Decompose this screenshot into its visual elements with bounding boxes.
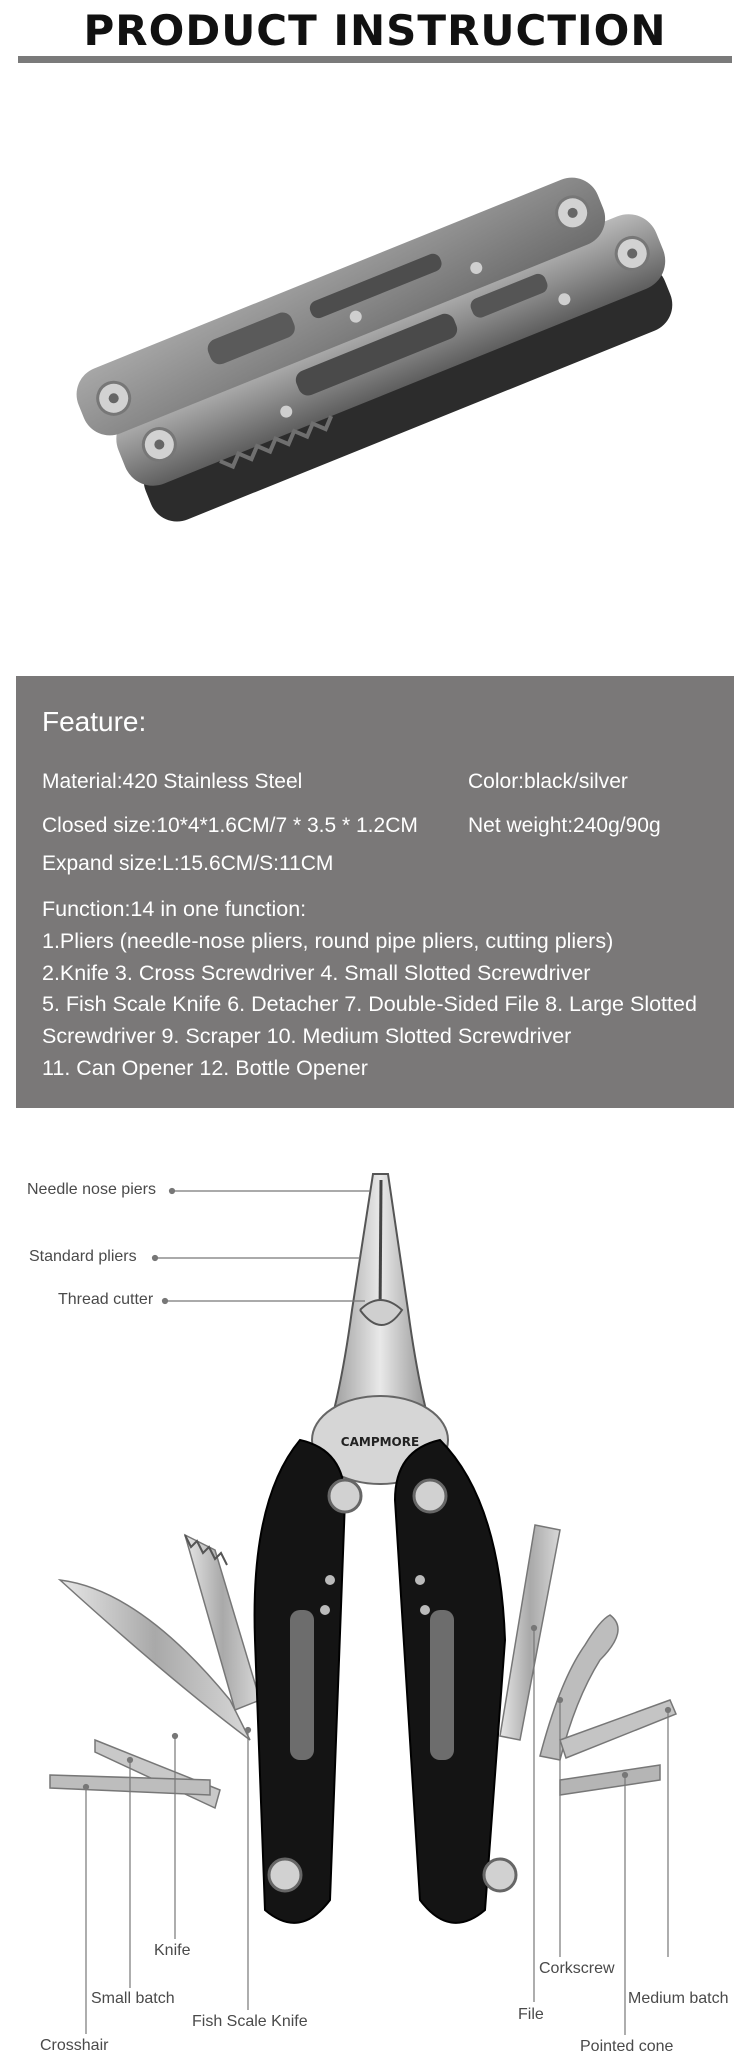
brand-label: CAMPMORE <box>340 1435 420 1449</box>
expand-size-text: Expand size:L:15.6CM/S:11CM <box>42 852 334 875</box>
label-medium-batch: Medium batch <box>628 1990 729 2007</box>
function-line: Function:14 in one function: <box>42 897 307 921</box>
closed-size-text: Closed size:10*4*1.6CM/7 * 3.5 * 1.2CM <box>42 814 418 837</box>
open-multitool-image <box>0 1140 750 2058</box>
function-list <box>42 894 732 1085</box>
tool-diagram <box>0 1140 750 2058</box>
function-line: 2.Knife 3. Cross Screwdriver 4. Small Slotted Screwdriver <box>42 960 591 985</box>
hero-multitool-image <box>70 150 690 550</box>
title-divider <box>18 56 732 63</box>
net-weight-text: Net weight:240g/90g <box>468 814 661 837</box>
function-line: 11. Can Opener 12. Bottle Opener <box>42 1055 368 1080</box>
label-knife: Knife <box>154 1942 191 1959</box>
material-text: Material:420 Stainless Steel <box>42 770 303 793</box>
feature-panel <box>16 676 734 1108</box>
label-small-batch: Small batch <box>91 1990 175 2007</box>
label-corkscrew: Corkscrew <box>539 1960 615 1977</box>
label-file: File <box>518 2006 544 2023</box>
label-fish-scale-knife: Fish Scale Knife <box>192 2013 308 2030</box>
function-line: 5. Fish Scale Knife 6. Detacher 7. Double-Sided File 8. Large Slotted <box>42 992 697 1017</box>
color-text: Color:black/silver <box>468 770 628 793</box>
label-pointed-cone: Pointed cone <box>580 2038 674 2055</box>
feature-title: Feature: <box>42 706 147 737</box>
page-title: PRODUCT INSTRUCTION <box>83 6 667 55</box>
label-crosshair: Crosshair <box>40 2037 109 2054</box>
label-needle-nose: Needle nose piers <box>27 1181 156 1198</box>
label-thread-cutter: Thread cutter <box>58 1291 154 1308</box>
label-standard-pliers: Standard pliers <box>29 1248 137 1265</box>
function-line: 1.Pliers (needle-nose pliers, round pipe pliers, cutting pliers) <box>42 928 614 953</box>
function-line: Screwdriver 9. Scraper 10. Medium Slotted Screwdriver <box>42 1024 572 1049</box>
